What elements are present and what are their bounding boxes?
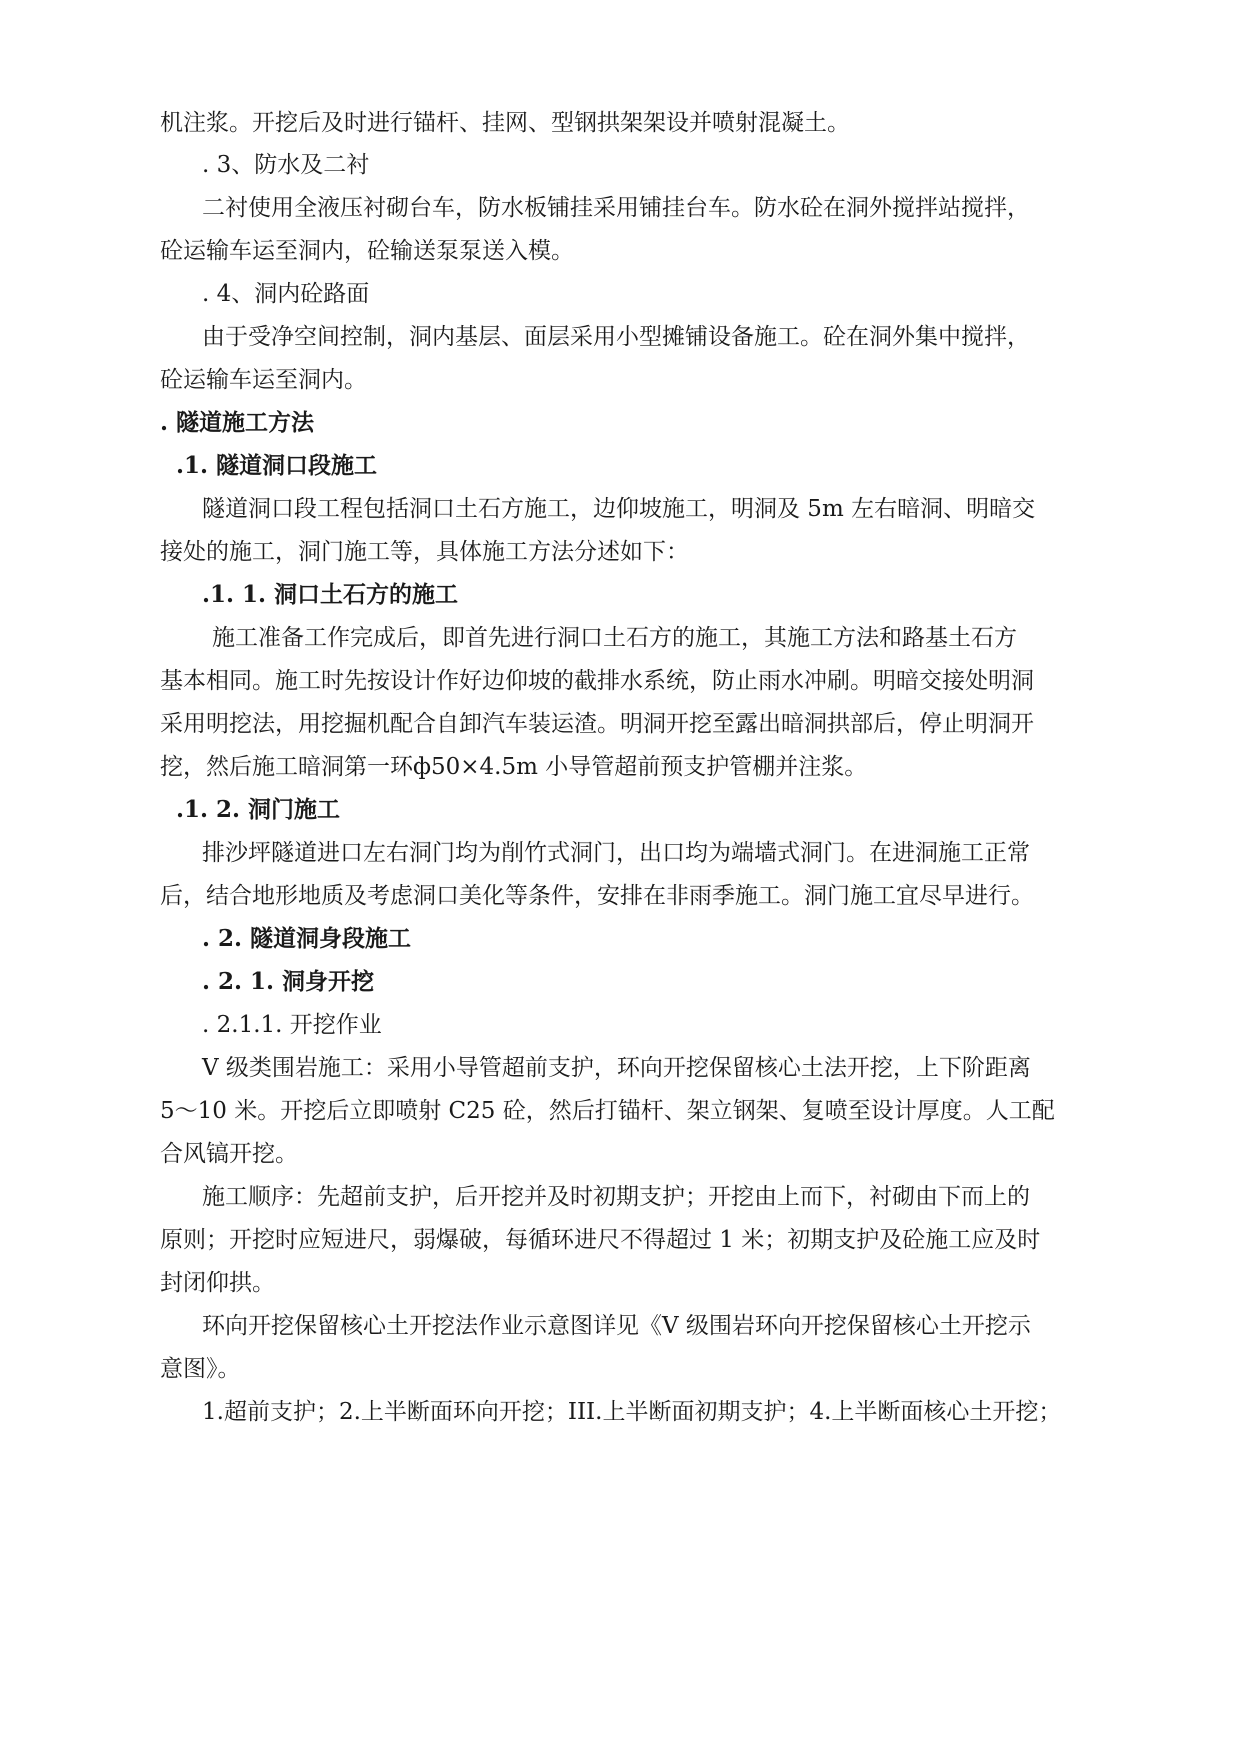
paragraph-line: 1.超前支护；2.上半断面环向开挖；III.上半断面初期支护；4.上半断面核心土开挖； bbox=[202, 1399, 1062, 1425]
section-heading: . 2. 1. 洞身开挖 bbox=[202, 968, 375, 995]
paragraph-line: 砼运输车运至洞内，砼输送泵泵送入模。 bbox=[160, 238, 574, 264]
section-heading: . 2. 隧道洞身段施工 bbox=[202, 925, 412, 952]
paragraph-line: 隧道洞口段工程包括洞口土石方施工，边仰坡施工，明洞及 5m 左右暗洞、明暗交 bbox=[202, 496, 1036, 522]
paragraph-line: 由于受净空间控制，洞内基层、面层采用小型摊铺设备施工。砼在洞外集中搅拌， bbox=[202, 324, 1030, 350]
paragraph-line: 后，结合地形地质及考虑洞口美化等条件，安排在非雨季施工。洞门施工宜尽早进行。 bbox=[160, 883, 1034, 909]
paragraph-line: 封闭仰拱。 bbox=[160, 1270, 275, 1296]
paragraph-line: 施工顺序：先超前支护，后开挖并及时初期支护；开挖由上而下，衬砌由下而上的 bbox=[202, 1184, 1030, 1210]
paragraph-line: 意图》。 bbox=[160, 1356, 241, 1382]
section-heading: . 3、防水及二衬 bbox=[202, 152, 370, 178]
paragraph-line: 施工准备工作完成后，即首先进行洞口土石方的施工，其施工方法和路基土石方 bbox=[212, 625, 1017, 651]
paragraph-line: V 级类围岩施工：采用小导管超前支护，环向开挖保留核心土法开挖，上下阶距离 bbox=[202, 1055, 1031, 1081]
section-heading: .1. 2. 洞门施工 bbox=[176, 796, 341, 823]
paragraph-line: 砼运输车运至洞内。 bbox=[160, 367, 367, 393]
paragraph-line: 5～10 米。开挖后立即喷射 C25 砼，然后打锚杆、架立钢架、复喷至设计厚度。人工配 bbox=[160, 1098, 1055, 1124]
paragraph-line: 采用明挖法，用挖掘机配合自卸汽车装运渣。明洞开挖至露出暗洞拱部后，停止明洞开 bbox=[160, 711, 1034, 737]
section-heading: . 4、洞内砼路面 bbox=[202, 281, 370, 307]
paragraph-line: 环向开挖保留核心土开挖法作业示意图详见《V 级围岩环向开挖保留核心土开挖示 bbox=[202, 1313, 1031, 1339]
paragraph-line: 合风镐开挖。 bbox=[160, 1141, 298, 1167]
paragraph-line: 基本相同。施工时先按设计作好边仰坡的截排水系统，防止雨水冲刷。明暗交接处明洞 bbox=[160, 668, 1034, 694]
paragraph-line: 原则；开挖时应短进尺，弱爆破，每循环进尺不得超过 1 米；初期支护及砼施工应及时 bbox=[160, 1227, 1041, 1253]
section-heading: . 隧道施工方法 bbox=[160, 409, 315, 436]
paragraph-line: 接处的施工，洞门施工等，具体施工方法分述如下： bbox=[160, 539, 689, 565]
paragraph-line: 排沙坪隧道进口左右洞门均为削竹式洞门，出口均为端墙式洞门。在进洞施工正常 bbox=[202, 840, 1030, 866]
section-heading: .1. 1. 洞口土石方的施工 bbox=[202, 581, 459, 608]
paragraph-line: 二衬使用全液压衬砌台车，防水板铺挂采用铺挂台车。防水砼在洞外搅拌站搅拌， bbox=[202, 195, 1030, 221]
paragraph-line: 挖，然后施工暗洞第一环ф50×4.5m 小导管超前预支护管棚并注浆。 bbox=[160, 754, 868, 780]
section-heading: . 2.1.1. 开挖作业 bbox=[202, 1012, 382, 1038]
paragraph-line: 机注浆。开挖后及时进行锚杆、挂网、型钢拱架架设并喷射混凝土。 bbox=[160, 110, 850, 136]
section-heading: .1. 隧道洞口段施工 bbox=[176, 452, 378, 479]
